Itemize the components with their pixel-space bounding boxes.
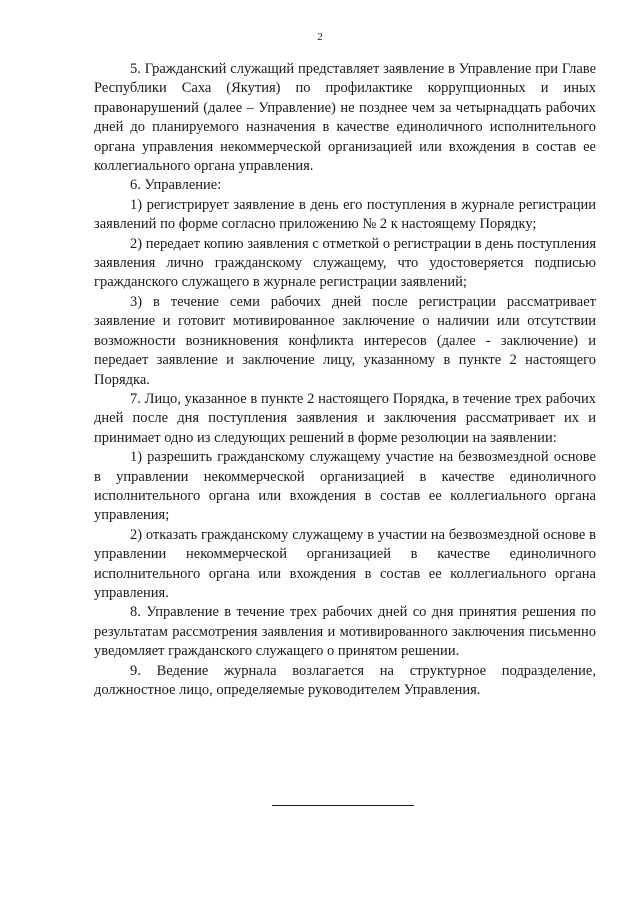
paragraph-item-9: 9. Ведение журнала возлагается на структурное подразделение, должностное лицо, определяемые руководителем Управления. <box>94 662 596 698</box>
paragraph-item-5: 5. Гражданский служащий представляет заявление в Управление при Главе Республики Саха (Якутия) по профилактике коррупционных и иных правонарушений (далее – Управление) не позднее чем за четырнадцать рабочих дней до планируемого назначения в качестве единоличного исполнительного органа управления некоммерческой организацией или вхождения в состав ее коллегиального органа управления. <box>94 61 596 175</box>
paragraph-subitem-7-2: 2) отказать гражданскому служащему в участии на безвозмездной основе в управлении некоммерческой организацией в качестве единоличного исполнительного органа или вхождения в состав ее коллегиального органа управления. <box>94 526 596 601</box>
document-body <box>94 60 596 700</box>
page-number: 2 <box>317 31 323 43</box>
paragraph-item-8: 8. Управление в течение трех рабочих дней со дня принятия решения по результатам рассмотрения заявления и мотивированного заключения письменно уведомляет гражданского служащего о принятом решении. <box>94 604 596 660</box>
paragraph-item-6: 6. Управление: <box>130 177 222 194</box>
end-separator-line <box>272 805 414 806</box>
paragraph-item-7: 7. Лицо, указанное в пункте 2 настоящего Порядка, в течение трех рабочих дней после дня поступления заявления и заключения рассматривает их и принимает одно из следующих решений в форме резолюции на заявлении: <box>94 390 596 446</box>
paragraph-subitem-7-1: 1) разрешить гражданскому служащему участие на безвозмездной основе в управлении некоммерческой организацией в качестве единоличного исполнительного органа или вхождения в состав ее коллегиального органа управления; <box>94 449 596 524</box>
paragraph-subitem-6-2: 2) передает копию заявления с отметкой о регистрации в день поступления заявления лично гражданскому служащему, что удостоверяется подписью гражданского служащего в журнале регистрации заявлений; <box>94 235 596 291</box>
paragraph-subitem-6-1: 1) регистрирует заявление в день его поступления в журнале регистрации заявлений по форме согласно приложению № 2 к настоящему Порядку; <box>94 196 596 233</box>
paragraph-subitem-6-3: 3) в течение семи рабочих дней после регистрации рассматривает заявление и готовит мотивированное заключение о наличии или отсутствии возможности возникновения конфликта интересов (далее - заключение) и передает заявление и заключение лицу, указанному в пункте 2 настоящего Порядка. <box>94 293 596 388</box>
